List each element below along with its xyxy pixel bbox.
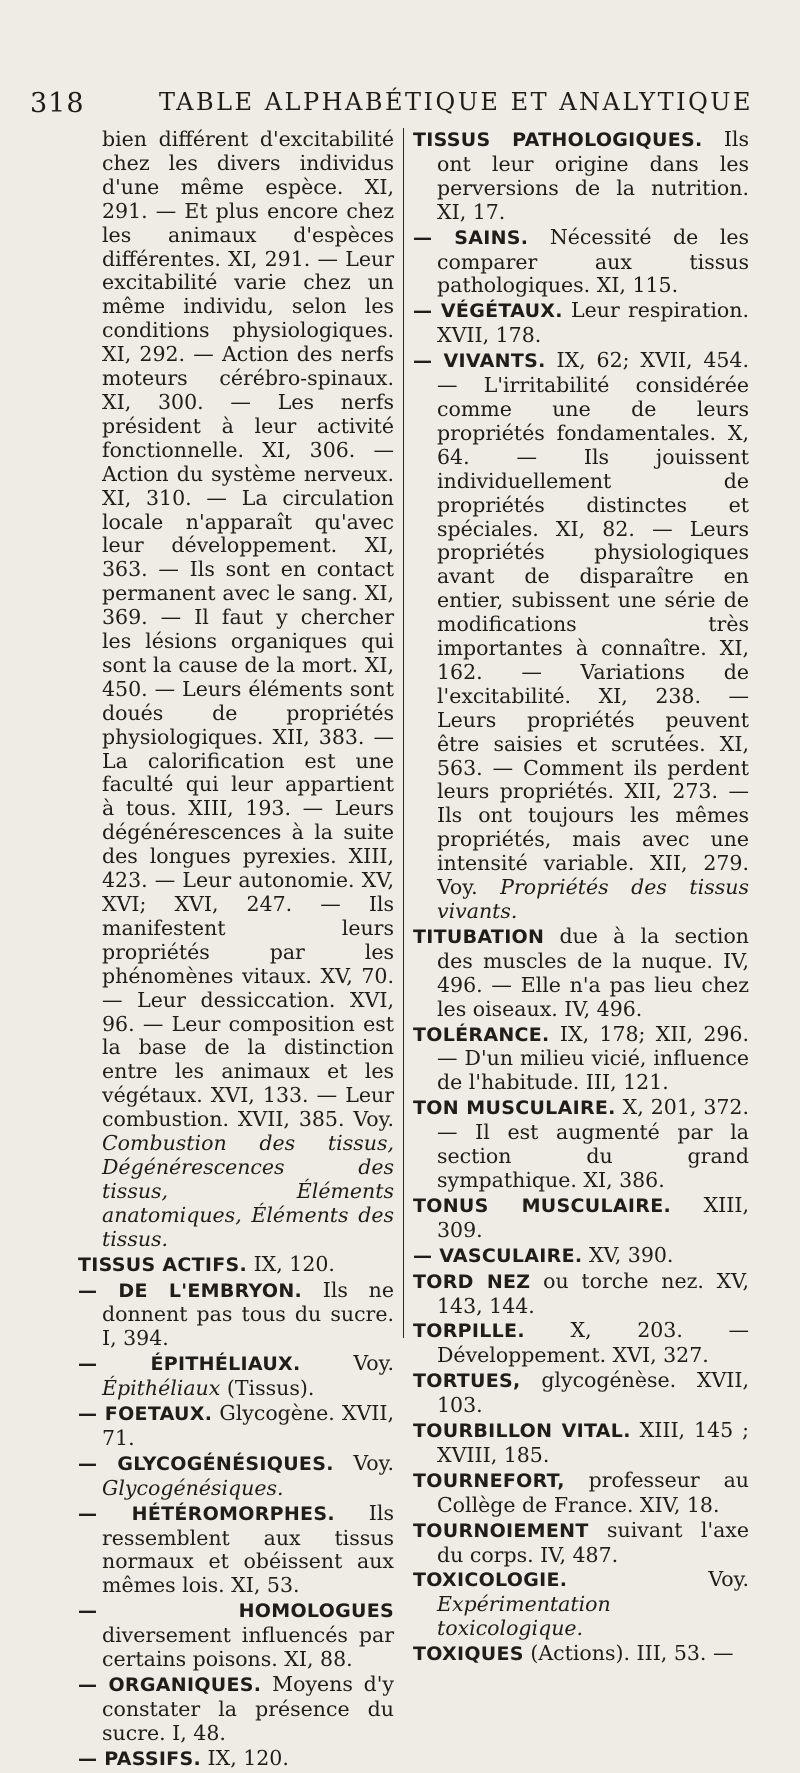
entry-text: XIII, 145 ; XVIII, 185.	[437, 1418, 749, 1467]
entry-heading: — DE L'EMBRYON.	[78, 1279, 303, 1302]
entry-heading: TORD NEZ	[413, 1270, 531, 1293]
entry-heading: — HOMOLOGUES	[78, 1600, 394, 1623]
entry-text: suivant l'axe du corps. IV, 487.	[437, 1517, 749, 1567]
entry-text: Ils ont leur origine dans les perversions de la nutrition. XI, 17.	[437, 127, 749, 224]
entry-heading: TORTUES,	[413, 1370, 521, 1393]
entry-text: Glycogène. XVII, 71.	[102, 1401, 394, 1450]
entry-text: X, 203. — Développement. XVI, 327.	[437, 1318, 749, 1368]
entry-heading: TITUBATION	[413, 925, 545, 948]
entry-heading: — HÉTÉROMORPHES.	[78, 1502, 335, 1525]
index-entry-tournefort	[413, 1469, 749, 1518]
index-entry-toxicologie	[413, 1568, 749, 1641]
entry-heading: — VÉGÉTAUX.	[413, 300, 563, 323]
entry-heading: — ÉPITHÉLIAUX.	[78, 1353, 301, 1376]
entry-text: Moyens d'y constater la présence du sucre. I, 48.	[102, 1672, 395, 1745]
entry-text: glycogénèse. XVII, 103.	[437, 1368, 749, 1418]
entry-text: Voy.	[353, 1450, 394, 1475]
entry-heading: TON MUSCULAIRE.	[413, 1097, 616, 1120]
entry-text: IX, 178; XII, 296. — D'un milieu vicié, influence de l'habitude. III, 121.	[437, 1021, 749, 1095]
entry-heading: — VASCULAIRE.	[413, 1244, 583, 1267]
entry-text: ou torche nez. XV, 143, 144.	[437, 1268, 749, 1318]
column-divider	[403, 128, 404, 1338]
index-entry-organiques	[78, 1673, 394, 1746]
index-entry-vivants	[413, 349, 749, 924]
page-number: 318	[30, 88, 85, 119]
cross-reference: Propriétés des tissus vivants.	[437, 875, 749, 923]
left-column	[78, 128, 394, 1773]
entry-text: Voy.	[353, 1351, 394, 1376]
entry-heading: TOLÉRANCE.	[413, 1023, 550, 1046]
entry-heading: TISSUS PATHOLOGIQUES.	[413, 129, 703, 151]
index-entry-de-lembryon	[78, 1279, 394, 1352]
index-entry-tonus-musculaire	[413, 1194, 749, 1243]
index-entry-tortues	[413, 1369, 749, 1418]
entry-heading: TOURNOIEMENT	[413, 1519, 589, 1542]
entry-heading: — SAINS.	[413, 226, 529, 249]
entry-text: due à la section des muscles de la nuque. IV, 496. — Elle n'a pas lieu chez les oiseaux. IV, 496.	[437, 923, 749, 1021]
index-entry-torpille	[413, 1319, 749, 1368]
entry-heading: — FOETAUX.	[78, 1403, 213, 1426]
entry-text: X, 201, 372. — Il est augmenté par la section du grand sympathique. XI, 386.	[437, 1095, 749, 1192]
index-entry-heteromorphes	[78, 1502, 394, 1599]
entry-heading: — ORGANIQUES.	[78, 1674, 262, 1696]
entry-heading: — VIVANTS.	[413, 350, 546, 373]
entry-text: IX, 120.	[253, 1251, 335, 1276]
index-entry-passifs	[78, 1747, 394, 1772]
entry-text: bien différent d'excitabilité chez les divers individus d'une même espèce. XI, 291. — Et plus encore chez les animaux d'espèces différentes. XI, 291. — Leur excitabilité varie chez un même individu, selon les conditions physiologiques. XI, 292. — Action des nerfs moteurs cérébro-spinaux. XI, 300. — Les nerfs président à leur activité fonctionnelle. XI, 306. — Action du système nerveux. XI, 310. — La circulation locale n'apparaît qu'avec leur développement. XI, 363. — Ils sont en contact permanent avec le sang. XI, 369. — Il faut y chercher les lésions organiques qui sont la cause de la mort. XI, 450. — Leurs éléments sont doués de propriétés physiologiques. XII, 383. — La calorification est une faculté qui leur appartient à tous. XIII, 193. — Leurs dégénérescences à la suite des longues pyrexies. XIII, 423. — Leur autonomie. XV, XVI; XVI, 247. — Ils manifestent leurs propriétés par les phénomènes vitaux. XV, 70. — Leur dessiccation. XVI, 96. — Leur composition est la base de la distinction entre les animaux et les végétaux. XVI, 133. — Leur combustion. XVII, 385. Voy.	[102, 127, 394, 1132]
entry-heading: TORPILLE.	[413, 1320, 525, 1343]
entry-text: Nécessité de les comparer aux tissus pathologiques. XI, 115.	[437, 224, 749, 298]
entry-heading: TOURNEFORT,	[413, 1469, 565, 1492]
index-entry-tissus-actifs	[78, 1253, 394, 1278]
page-header	[30, 88, 770, 122]
index-entry-glycogenesiques	[78, 1452, 394, 1501]
entry-text: XIII, 309.	[437, 1192, 749, 1242]
index-entry-vasculaire	[413, 1244, 749, 1269]
entry-text: Voy.	[708, 1567, 749, 1592]
cross-reference: Épithéliaux	[102, 1376, 221, 1401]
index-entry-tord-nez	[413, 1270, 749, 1319]
running-title: TABLE ALPHABÉTIQUE ET ANALYTIQUE	[158, 88, 754, 116]
entry-heading: — PASSIFS.	[78, 1747, 201, 1770]
entry-text: Leur respiration. XVII, 178.	[437, 298, 749, 348]
index-entry-tournoiement	[413, 1519, 749, 1568]
index-entry-homologues	[78, 1599, 394, 1672]
index-entry-titubation	[413, 925, 749, 1022]
entry-heading: — GLYCOGÉNÉSIQUES.	[78, 1452, 334, 1475]
index-entry-tourbillon-vital	[413, 1419, 749, 1468]
right-column	[413, 128, 749, 1668]
entry-text: professeur au Collège de France. XIV, 18.	[437, 1467, 749, 1517]
index-entry-tolerance	[413, 1023, 749, 1096]
index-entry-epitheliaux	[78, 1352, 394, 1401]
entry-text: IX, 120.	[207, 1745, 289, 1770]
entry-heading: TOXIQUES	[413, 1643, 524, 1666]
index-entry-ton-musculaire	[413, 1096, 749, 1193]
entry-heading: TOXICOLOGIE.	[413, 1569, 568, 1592]
entry-heading: TONUS MUSCULAIRE.	[413, 1194, 671, 1217]
cross-reference: Glycogénésiques.	[102, 1475, 284, 1500]
entry-text: (Tissus).	[226, 1376, 315, 1401]
entry-text: Ils ressemblent aux tissus normaux et obéissent aux mêmes lois. XI, 53.	[102, 1500, 394, 1598]
entry-text: (Actions). III, 53. —	[530, 1641, 734, 1666]
entry-text: diversement influencés par certains poisons. XI, 88.	[102, 1623, 394, 1672]
cross-reference: Combustion des tissus, Dégénérescences des tissus, Éléments anatomiques, Éléments des tissus.	[102, 1131, 394, 1251]
index-entry-toxiques	[413, 1642, 749, 1667]
index-entry-vegetaux	[413, 299, 749, 348]
entry-text: Ils ne donnent pas tous du sucre. I, 394.	[102, 1277, 394, 1351]
index-entry-tissus-pathologiques	[413, 128, 749, 225]
entry-heading: TISSUS ACTIFS.	[78, 1253, 248, 1276]
entry-text: XV, 390.	[588, 1242, 674, 1267]
index-entry-continuation	[78, 128, 394, 1252]
entry-heading: TOURBILLON VITAL.	[413, 1420, 631, 1443]
index-entry-sains	[413, 226, 749, 299]
index-entry-foetaux	[78, 1402, 394, 1451]
entry-text: IX, 62; XVII, 454. — L'irritabilité considérée comme une de leurs propriétés fondamentales. X, 64. — Ils jouissent individuellement de propriétés distinctes et spéciales. XI, 82. — Leurs propriétés physiologiques avant de disparaître en entier, subissent une série de modifications très importantes à connaître. XI, 162. — Variations de l'excitabilité. XI, 238. — Leurs propriétés peuvent être saisies et scrutées. XI, 563. — Comment ils perdent leurs propriétés. XII, 273. — Ils ont toujours les mêmes propriétés, mais avec une intensité variable. XII, 279. Voy.	[437, 348, 749, 900]
cross-reference: Expérimentation toxicologique.	[437, 1592, 611, 1641]
